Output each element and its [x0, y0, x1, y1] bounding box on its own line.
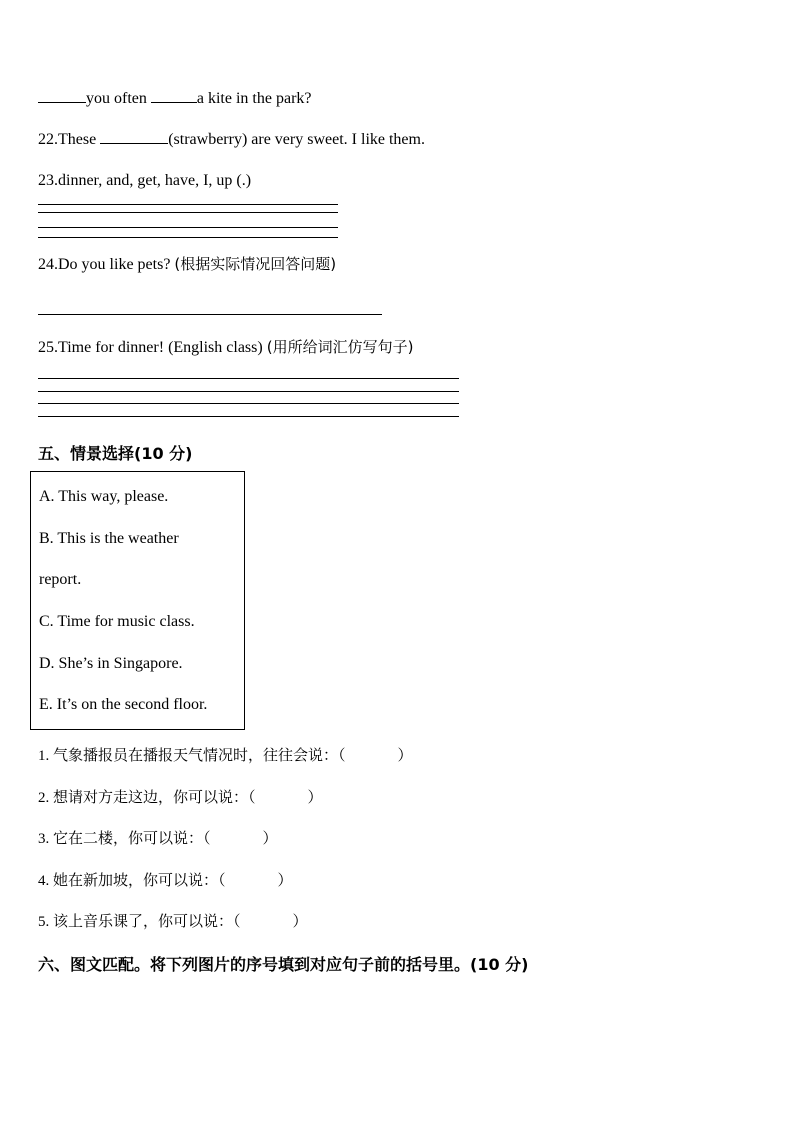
question-text: Do you like pets? — [58, 256, 175, 273]
question-23 — [38, 171, 251, 191]
section-6-title: 六、图文匹配。将下列图片的序号填到对应句子前的括号里。(10 分) — [38, 955, 529, 974]
answer-line[interactable] — [38, 403, 459, 404]
item-text: 1. 气象播报员在播报天气情况时，往往会说： — [38, 748, 339, 764]
item-text: 5. 该上音乐课了，你可以说： — [38, 914, 234, 930]
answer-line[interactable] — [38, 237, 338, 238]
item-text: 4. 她在新加坡，你可以说： — [38, 873, 219, 889]
question-text: (strawberry) are very sweet. I like them. — [168, 131, 425, 148]
situation-item-3: 3. 它在二楼，你可以说：（ ） — [38, 831, 278, 847]
option-b: B. This is the weather — [39, 530, 179, 547]
answer-line[interactable] — [38, 378, 459, 379]
option-c: C. Time for music class. — [39, 613, 195, 630]
question-number: 25. — [38, 339, 58, 356]
situation-item-1: 1. 气象播报员在播报天气情况时，往往会说：（ ） — [38, 748, 413, 764]
question-22 — [38, 129, 425, 150]
question-hint: (用所给词汇仿写句子) — [266, 338, 414, 356]
answer-line[interactable] — [38, 227, 338, 228]
question-number: 22. — [38, 131, 58, 148]
question-text: Time for dinner! (English class) — [58, 339, 267, 356]
answer-line[interactable] — [38, 391, 459, 392]
question-text: a kite in the park? — [196, 90, 312, 107]
options-box — [30, 471, 245, 730]
question-number: 23. — [38, 172, 58, 189]
answer-blank[interactable] — [38, 88, 86, 103]
question-text: you often — [86, 90, 147, 107]
item-text: 2. 想请对方走这边，你可以说： — [38, 790, 249, 806]
option-a: A. This way, please. — [39, 488, 169, 505]
question-hint: (根据实际情况回答问题) — [174, 255, 337, 273]
situation-item-4: 4. 她在新加坡，你可以说：（ ） — [38, 873, 293, 889]
question-text: These — [58, 131, 97, 148]
answer-line[interactable] — [38, 416, 459, 417]
situation-item-5: 5. 该上音乐课了，你可以说：（ ） — [38, 914, 308, 930]
question-number: 24. — [38, 256, 58, 273]
answer-blank[interactable] — [151, 88, 197, 103]
question-25 — [38, 337, 413, 358]
answer-line[interactable] — [38, 314, 382, 315]
situation-item-2: 2. 想请对方走这边，你可以说：（ ） — [38, 790, 323, 806]
question-text: dinner, and, get, have, I, up (.) — [58, 172, 252, 189]
option-b-cont: report. — [39, 571, 82, 588]
question-21-line — [38, 88, 312, 109]
option-e: E. It’s on the second floor. — [39, 696, 208, 713]
item-text: 3. 它在二楼，你可以说： — [38, 831, 204, 847]
answer-line[interactable] — [38, 204, 338, 205]
section-5-title: 五、情景选择(10 分) — [38, 444, 193, 463]
answer-line[interactable] — [38, 212, 338, 213]
option-d: D. She’s in Singapore. — [39, 655, 183, 672]
question-24 — [38, 254, 336, 275]
answer-blank[interactable] — [100, 129, 168, 144]
